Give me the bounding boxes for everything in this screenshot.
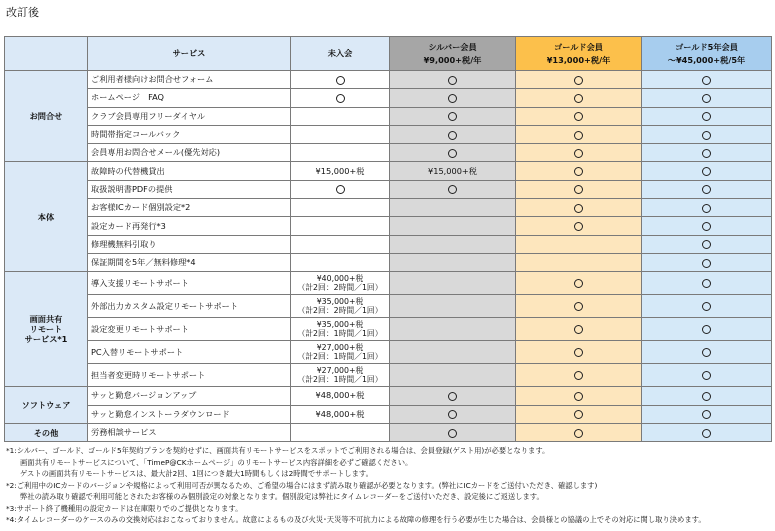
cell-non-member bbox=[291, 235, 390, 253]
service-name: 設定変更リモートサポート bbox=[88, 318, 291, 341]
category-label: 本体 bbox=[37, 211, 55, 222]
available-mark-icon bbox=[702, 348, 711, 357]
available-mark-icon bbox=[702, 167, 711, 176]
table-row bbox=[5, 199, 772, 217]
category-label: お問合せ bbox=[29, 111, 63, 122]
available-mark-icon bbox=[702, 112, 711, 121]
header-silver bbox=[390, 37, 516, 71]
available-mark-icon bbox=[574, 222, 583, 231]
table-row bbox=[5, 180, 772, 198]
cell-silver bbox=[390, 405, 516, 423]
available-mark-icon bbox=[336, 94, 345, 103]
available-mark-icon bbox=[702, 204, 711, 213]
gold-price: ¥13,000+税/年 bbox=[546, 54, 611, 65]
category-software bbox=[5, 387, 88, 424]
price: ¥27,000+税 bbox=[316, 366, 364, 376]
cell-silver bbox=[390, 71, 516, 89]
cell-silver bbox=[390, 272, 516, 295]
service-name: 導入支援リモートサポート bbox=[88, 272, 291, 295]
cell-gold bbox=[516, 107, 642, 125]
price-detail: （計2回：1時間／1回） bbox=[297, 375, 383, 385]
table-row bbox=[5, 387, 772, 405]
available-mark-icon bbox=[702, 149, 711, 158]
cell-non-member: ¥48,000+税 bbox=[291, 405, 390, 423]
cell-gold5 bbox=[642, 318, 772, 341]
cell-gold5 bbox=[642, 295, 772, 318]
service-name: ご利用者様向けお問合せフォーム bbox=[88, 71, 291, 89]
cell-non-member bbox=[291, 295, 390, 318]
cell-silver bbox=[390, 217, 516, 235]
cell-silver bbox=[390, 144, 516, 162]
table-row bbox=[5, 405, 772, 423]
cell-gold5 bbox=[642, 180, 772, 198]
table-row bbox=[5, 162, 772, 180]
service-name: 担当者変更時リモートサポート bbox=[88, 364, 291, 387]
available-mark-icon bbox=[574, 429, 583, 438]
service-name: 修理機無料引取り bbox=[88, 235, 291, 253]
footnote-3: *3:サポート終了機種用の設定カードは在庫限りでのご提供となります。 bbox=[6, 503, 243, 513]
cell-silver bbox=[390, 180, 516, 198]
available-mark-icon bbox=[702, 185, 711, 194]
price-detail: （計2回：1時間／1回） bbox=[297, 352, 383, 362]
service-name: 保証期間を5年／無料修理*4 bbox=[88, 253, 291, 271]
cell-non-member bbox=[291, 107, 390, 125]
available-mark-icon bbox=[574, 279, 583, 288]
available-mark-icon bbox=[702, 429, 711, 438]
footnotes bbox=[6, 445, 771, 526]
available-mark-icon bbox=[574, 410, 583, 419]
table-row bbox=[5, 272, 772, 295]
category-label: リモート bbox=[29, 324, 63, 335]
available-mark-icon bbox=[574, 149, 583, 158]
cell-silver bbox=[390, 387, 516, 405]
cell-non-member: ¥48,000+税 bbox=[291, 387, 390, 405]
service-name: 外部出力カスタム設定リモートサポート bbox=[88, 295, 291, 318]
header-non-member: 未入会 bbox=[291, 37, 390, 71]
cell-non-member bbox=[291, 180, 390, 198]
available-mark-icon bbox=[574, 348, 583, 357]
available-mark-icon bbox=[336, 76, 345, 85]
header-gold5 bbox=[642, 37, 772, 71]
cell-gold bbox=[516, 71, 642, 89]
available-mark-icon bbox=[702, 94, 711, 103]
category-inquiry bbox=[5, 71, 88, 162]
header-row bbox=[5, 37, 772, 71]
available-mark-icon bbox=[448, 410, 457, 419]
cell-gold5 bbox=[642, 107, 772, 125]
footnote-1b: 画面共有リモートサービスについて、「TimeP@CKホームページ」のリモートサービス内容詳細を必ずご確認ください。 bbox=[20, 457, 413, 467]
service-name: 会員専用お問合せメール(優先対応) bbox=[88, 144, 291, 162]
service-name: 労務相談サービス bbox=[88, 423, 291, 441]
available-mark-icon bbox=[574, 325, 583, 334]
price: ¥35,000+税 bbox=[316, 297, 364, 307]
available-mark-icon bbox=[574, 94, 583, 103]
price: ¥40,000+税 bbox=[316, 274, 364, 284]
available-mark-icon bbox=[702, 259, 711, 268]
cell-gold5 bbox=[642, 199, 772, 217]
cell-non-member bbox=[291, 71, 390, 89]
cell-non-member: ¥15,000+税 bbox=[291, 162, 390, 180]
service-name: 取扱説明書PDFの提供 bbox=[88, 180, 291, 198]
table-row bbox=[5, 89, 772, 107]
category-other bbox=[5, 423, 88, 441]
available-mark-icon bbox=[336, 185, 345, 194]
silver-price: ¥9,000+税/年 bbox=[423, 54, 482, 65]
service-name: 設定カード再発行*3 bbox=[88, 217, 291, 235]
cell-gold bbox=[516, 405, 642, 423]
cell-gold5 bbox=[642, 423, 772, 441]
available-mark-icon bbox=[702, 76, 711, 85]
footnote-4: *4:タイムレコーダーのケースのみの交換対応はおこなっておりません。故意によるもの及び火災･天災等不可抗力による故障の修理を行う必要が生じた場合は、会員様との協議の上でその対応に関し取り決めます。 bbox=[6, 515, 706, 524]
cell-gold bbox=[516, 364, 642, 387]
price-detail: （計2回：2時間／1回） bbox=[297, 283, 383, 293]
cell-gold bbox=[516, 199, 642, 217]
cell-gold5 bbox=[642, 144, 772, 162]
table-row bbox=[5, 295, 772, 318]
table-row bbox=[5, 318, 772, 341]
cell-gold bbox=[516, 144, 642, 162]
category-label: その他 bbox=[33, 427, 59, 438]
price: ¥35,000+税 bbox=[316, 320, 364, 330]
service-name: 時間帯指定コールバック bbox=[88, 125, 291, 143]
cell-silver bbox=[390, 318, 516, 341]
cell-silver bbox=[390, 341, 516, 364]
category-label: 画面共有 bbox=[29, 314, 63, 325]
cell-silver bbox=[390, 89, 516, 107]
available-mark-icon bbox=[702, 325, 711, 334]
cell-non-member bbox=[291, 217, 390, 235]
category-body bbox=[5, 162, 88, 272]
cell-gold5 bbox=[642, 341, 772, 364]
footnote-2b: 弊社の読み取り確認で利用可能とされたお客様のみ個別設定の対象となります。個別設定は弊社にタイムレコーダーをご送付いただき、設定後にご返送します。 bbox=[20, 492, 544, 501]
cell-gold bbox=[516, 180, 642, 198]
cell-non-member bbox=[291, 89, 390, 107]
cell-gold bbox=[516, 295, 642, 318]
available-mark-icon bbox=[574, 371, 583, 380]
header-blank-cell bbox=[5, 37, 88, 71]
header-gold bbox=[516, 37, 642, 71]
cell-non-member bbox=[291, 341, 390, 364]
cell-gold bbox=[516, 125, 642, 143]
price-detail: （計2回：2時間／1回） bbox=[297, 306, 383, 316]
table-row bbox=[5, 235, 772, 253]
cell-gold bbox=[516, 318, 642, 341]
cell-non-member bbox=[291, 423, 390, 441]
cell-gold bbox=[516, 235, 642, 253]
available-mark-icon bbox=[702, 279, 711, 288]
cell-gold5 bbox=[642, 405, 772, 423]
cell-gold5 bbox=[642, 125, 772, 143]
price: ¥27,000+税 bbox=[316, 343, 364, 353]
available-mark-icon bbox=[448, 76, 457, 85]
available-mark-icon bbox=[448, 149, 457, 158]
cell-gold5 bbox=[642, 364, 772, 387]
available-mark-icon bbox=[574, 302, 583, 311]
service-name: クラブ会員専用フリーダイヤル bbox=[88, 107, 291, 125]
cell-gold5 bbox=[642, 71, 772, 89]
table-body bbox=[5, 71, 772, 442]
membership-comparison-table bbox=[4, 36, 772, 442]
table-row bbox=[5, 71, 772, 89]
available-mark-icon bbox=[702, 371, 711, 380]
cell-gold bbox=[516, 253, 642, 271]
available-mark-icon bbox=[448, 131, 457, 140]
available-mark-icon bbox=[574, 112, 583, 121]
price-detail: （計2回：1時間／1回） bbox=[297, 329, 383, 339]
cell-non-member bbox=[291, 364, 390, 387]
service-name: 故障時の代替機貸出 bbox=[88, 162, 291, 180]
gold5-name: ゴールド5年会員 bbox=[675, 41, 738, 52]
available-mark-icon bbox=[574, 167, 583, 176]
gold-name: ゴールド会員 bbox=[554, 41, 603, 52]
footnote-1c: ゲストの画面共有リモートサービスは、最大計2回、1回につき最大1時間もしくは2時間でサポートします。 bbox=[20, 469, 373, 478]
table-row bbox=[5, 144, 772, 162]
category-label: サービス*1 bbox=[24, 334, 68, 345]
service-name: サッと勤怠バージョンアップ bbox=[88, 387, 291, 405]
cell-silver bbox=[390, 423, 516, 441]
service-name: ホームページ FAQ bbox=[88, 89, 291, 107]
cell-gold bbox=[516, 423, 642, 441]
cell-gold bbox=[516, 89, 642, 107]
category-label: ソフトウェア bbox=[21, 400, 71, 411]
silver-name: シルバー会員 bbox=[428, 41, 477, 52]
available-mark-icon bbox=[448, 429, 457, 438]
cell-gold5 bbox=[642, 253, 772, 271]
cell-silver bbox=[390, 125, 516, 143]
cell-non-member bbox=[291, 199, 390, 217]
cell-gold bbox=[516, 341, 642, 364]
cell-silver bbox=[390, 235, 516, 253]
table-row bbox=[5, 341, 772, 364]
footnote-2: *2:ご利用中のICカードのバージョンや規格によって利用可否が異なるため、ご希望の場合にはまず読み取り確認が必要となります。(弊社にICカードをご送付いただき、確認します) bbox=[6, 480, 598, 490]
cell-gold5 bbox=[642, 162, 772, 180]
header-service: サービス bbox=[88, 37, 291, 71]
service-name: PC入替リモートサポート bbox=[88, 341, 291, 364]
cell-gold bbox=[516, 272, 642, 295]
available-mark-icon bbox=[448, 392, 457, 401]
cell-non-member bbox=[291, 272, 390, 295]
available-mark-icon bbox=[702, 222, 711, 231]
gold5-price: ～¥45,000+税/5年 bbox=[667, 54, 746, 65]
available-mark-icon bbox=[702, 240, 711, 249]
service-name: お客様ICカード個別設定*2 bbox=[88, 199, 291, 217]
cell-gold5 bbox=[642, 217, 772, 235]
available-mark-icon bbox=[702, 410, 711, 419]
cell-gold5 bbox=[642, 387, 772, 405]
cell-silver: ¥15,000+税 bbox=[390, 162, 516, 180]
available-mark-icon bbox=[574, 76, 583, 85]
table-row bbox=[5, 423, 772, 441]
available-mark-icon bbox=[574, 185, 583, 194]
category-remote bbox=[5, 272, 88, 387]
available-mark-icon bbox=[574, 204, 583, 213]
table-row bbox=[5, 125, 772, 143]
available-mark-icon bbox=[702, 131, 711, 140]
cell-gold bbox=[516, 162, 642, 180]
available-mark-icon bbox=[448, 185, 457, 194]
service-name: サッと勤怠インストーラダウンロード bbox=[88, 405, 291, 423]
available-mark-icon bbox=[702, 392, 711, 401]
available-mark-icon bbox=[448, 112, 457, 121]
cell-gold5 bbox=[642, 89, 772, 107]
cell-silver bbox=[390, 295, 516, 318]
cell-non-member bbox=[291, 144, 390, 162]
available-mark-icon bbox=[574, 131, 583, 140]
cell-non-member bbox=[291, 318, 390, 341]
available-mark-icon bbox=[702, 302, 711, 311]
cell-gold5 bbox=[642, 235, 772, 253]
footnote-1: *1:シルバー、ゴールド、ゴールド5年契約プランを契約せずに、画面共有リモートサービスをスポットでご利用される場合は、会員登録(ゲスト用)が必要となります。 bbox=[6, 446, 550, 455]
cell-silver bbox=[390, 107, 516, 125]
cell-non-member bbox=[291, 253, 390, 271]
table-row bbox=[5, 217, 772, 235]
cell-gold5 bbox=[642, 272, 772, 295]
cell-gold bbox=[516, 387, 642, 405]
available-mark-icon bbox=[448, 94, 457, 103]
table-row bbox=[5, 107, 772, 125]
table-row bbox=[5, 364, 772, 387]
available-mark-icon bbox=[574, 392, 583, 401]
cell-silver bbox=[390, 199, 516, 217]
cell-gold bbox=[516, 217, 642, 235]
cell-non-member bbox=[291, 125, 390, 143]
page-heading: 改訂後 bbox=[6, 6, 39, 19]
cell-silver bbox=[390, 253, 516, 271]
cell-silver bbox=[390, 364, 516, 387]
table-row bbox=[5, 253, 772, 271]
